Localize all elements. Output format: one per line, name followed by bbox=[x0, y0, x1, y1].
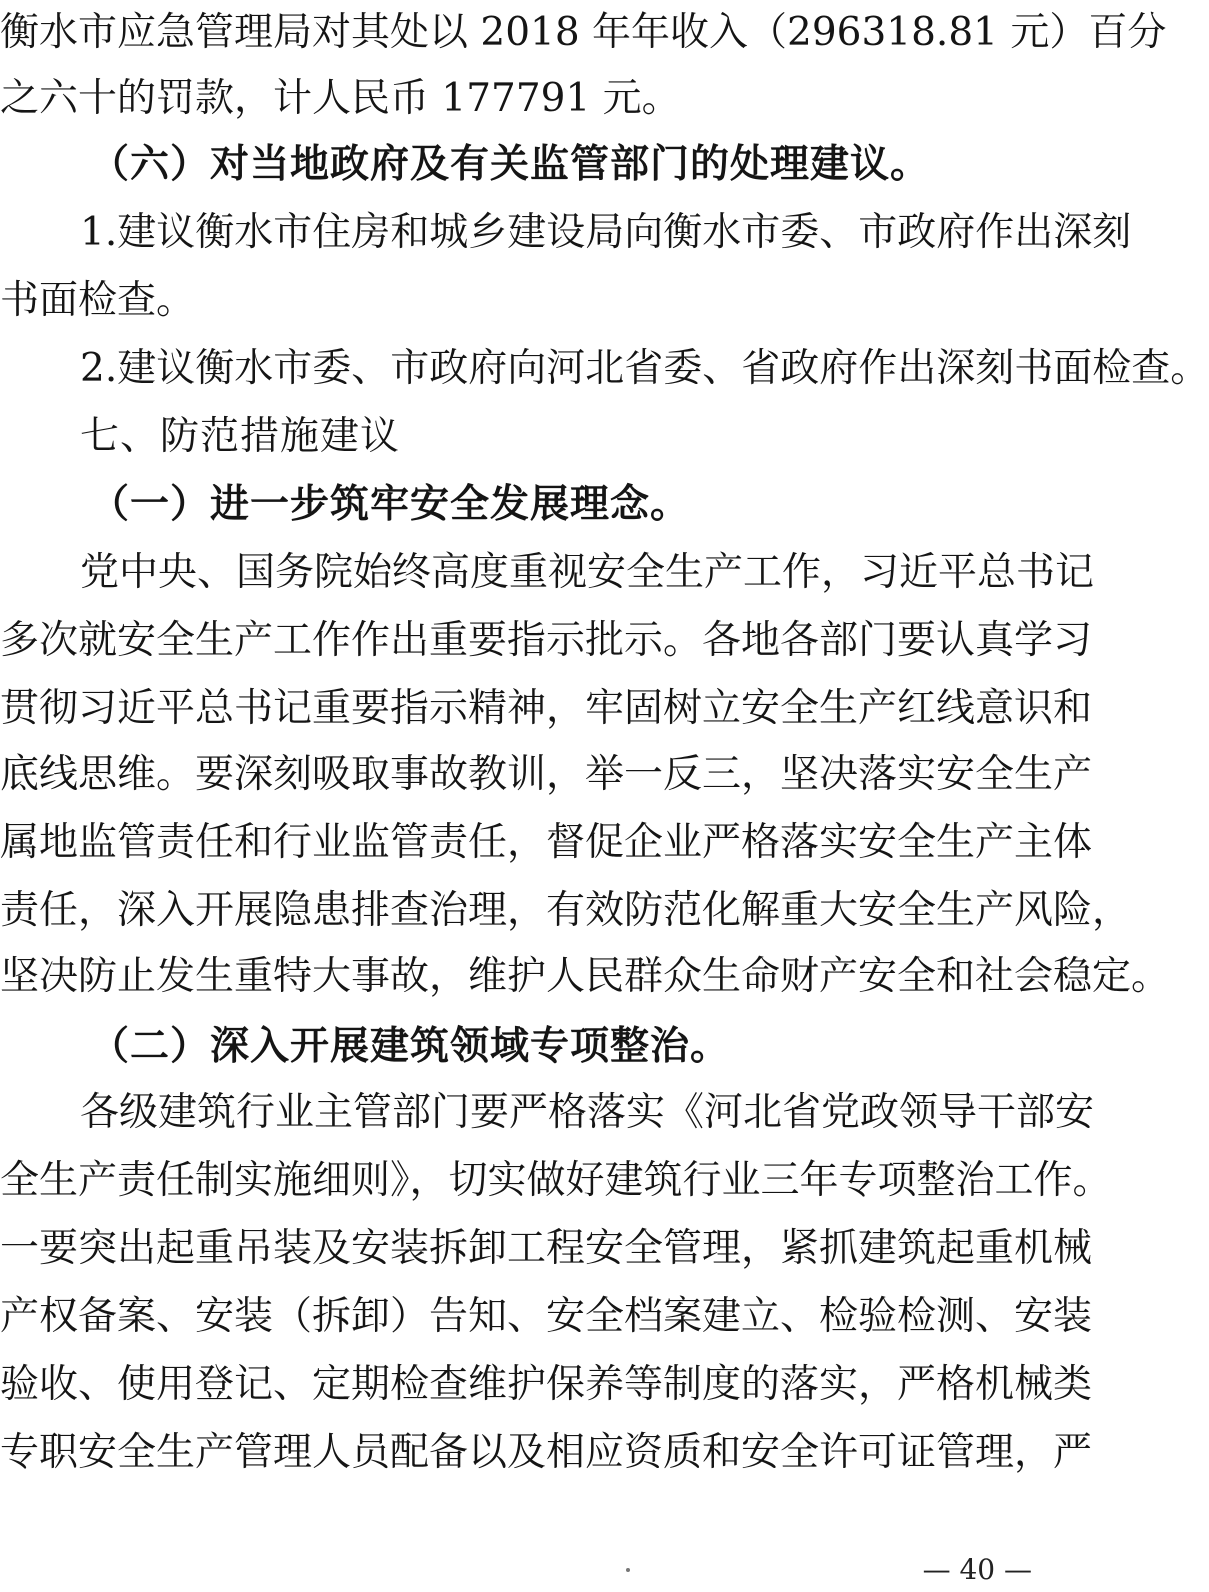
body-line: 底线思维。要深刻吸取事故教训，举一反三，坚决落实安全生产 bbox=[0, 752, 1093, 797]
body-line: 验收、使用登记、定期检查维护保养等制度的落实，严格机械类 bbox=[0, 1362, 1093, 1407]
body-line: 书面检查。 bbox=[0, 278, 196, 323]
scan-speck bbox=[626, 1568, 630, 1572]
page-number: — 40 — bbox=[922, 1553, 1032, 1586]
body-line: 之六十的罚款，计人民币 177791 元。 bbox=[0, 76, 681, 121]
body-line: 衡水市应急管理局对其处以 2018 年年收入（296318.81 元）百分 bbox=[0, 10, 1167, 55]
body-line: 专职安全生产管理人员配备以及相应资质和安全许可证管理，严 bbox=[0, 1430, 1093, 1475]
body-line: 贯彻习近平总书记重要指示精神，牢固树立安全生产红线意识和 bbox=[0, 686, 1093, 731]
body-line: 产权备案、安装（拆卸）告知、安全档案建立、检验检测、安装 bbox=[0, 1294, 1093, 1339]
section-heading: （二）深入开展建筑领域专项整治。 bbox=[90, 1024, 731, 1069]
body-line: 多次就安全生产工作作出重要指示批示。各地各部门要认真学习 bbox=[0, 618, 1093, 663]
body-line: 党中央、国务院始终高度重视安全生产工作，习近平总书记 bbox=[80, 550, 1095, 595]
body-line: 1.建议衡水市住房和城乡建设局向衡水市委、市政府作出深刻 bbox=[80, 210, 1132, 255]
body-line: 2.建议衡水市委、市政府向河北省委、省政府作出深刻书面检查。 bbox=[80, 346, 1209, 391]
section-heading: （六）对当地政府及有关监管部门的处理建议。 bbox=[90, 142, 931, 187]
section-heading: （一）进一步筑牢安全发展理念。 bbox=[90, 482, 691, 527]
body-line: 全生产责任制实施细则》，切实做好建筑行业三年专项整治工作。 bbox=[0, 1158, 1112, 1203]
chapter-heading: 七、防范措施建议 bbox=[80, 414, 401, 459]
body-line: 责任，深入开展隐患排查治理，有效防范化解重大安全生产风险， bbox=[0, 888, 1132, 933]
body-line: 属地监管责任和行业监管责任，督促企业严格落实安全生产主体 bbox=[0, 820, 1093, 865]
body-line: 坚决防止发生重特大事故，维护人民群众生命财产安全和社会稳定。 bbox=[0, 954, 1171, 999]
body-line: 各级建筑行业主管部门要严格落实《河北省党政领导干部安 bbox=[80, 1090, 1095, 1135]
body-line: 一要突出起重吊装及安装拆卸工程安全管理，紧抓建筑起重机械 bbox=[0, 1226, 1093, 1271]
